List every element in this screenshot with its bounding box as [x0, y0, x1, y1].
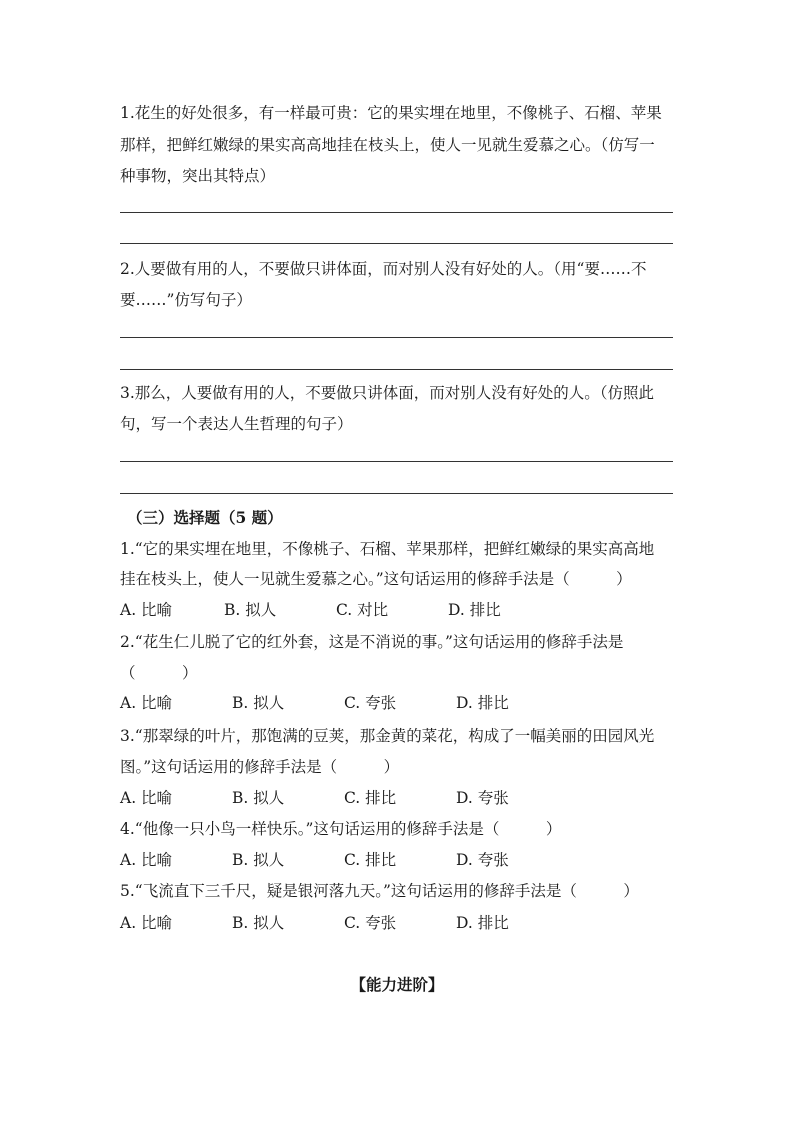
choice-q2-line-1: 2.“花生仁儿脱了它的红外套，这是不消说的事。”这句话运用的修辞手法是 [120, 633, 624, 651]
writing-q1-line-2: 那样，把鲜红嫩绿的果实高高地挂在枝头上，使人一见就生爱慕之心。（仿写一 [120, 136, 655, 154]
option-a[interactable]: A. 比喻 [120, 789, 173, 807]
answer-line [120, 461, 673, 462]
option-c[interactable]: C. 排比 [344, 789, 397, 807]
option-c[interactable]: C. 夸张 [344, 694, 397, 712]
option-c[interactable]: C. 夸张 [344, 914, 397, 932]
writing-q2-line-2: 要……”仿写句子） [120, 291, 252, 309]
choice-q4-line-1: 4.“他像一只小鸟一样快乐。”这句话运用的修辞手法是（ ） [120, 820, 562, 838]
writing-q2-line-1: 2.人要做有用的人，不要做只讲体面，而对别人没有好处的人。（用“要……不 [120, 260, 647, 278]
option-d[interactable]: D. 夸张 [456, 789, 509, 807]
choice-q1-line-2: 挂在枝头上，使人一见就生爱慕之心。”这句话运用的修辞手法是（ ） [120, 570, 632, 588]
ability-heading: 【能力进阶】 [350, 975, 444, 994]
writing-q3-line-2: 句，写一个表达人生哲理的句子） [120, 415, 353, 433]
option-a[interactable]: A. 比喻 [120, 694, 173, 712]
choice-q3-line-2: 图。”这句话运用的修辞手法是（ ） [120, 758, 400, 776]
option-d[interactable]: D. 夸张 [456, 851, 509, 869]
option-b[interactable]: B. 拟人 [232, 789, 285, 807]
answer-line [120, 337, 673, 338]
option-b[interactable]: B. 拟人 [232, 851, 285, 869]
option-a[interactable]: A. 比喻 [120, 601, 173, 619]
writing-q1-line-3: 种事物，突出其特点） [120, 167, 276, 185]
answer-line [120, 212, 673, 213]
choice-q5-line-1: 5.“飞流直下三千尺，疑是银河落九天。”这句话运用的修辞手法是（ ） [120, 882, 639, 900]
answer-line [120, 369, 673, 370]
choice-q2-line-2: （ ） [120, 664, 198, 682]
answer-line [120, 493, 673, 494]
option-b[interactable]: B. 拟人 [224, 601, 277, 619]
choice-q3-line-1: 3.“那翠绿的叶片，那饱满的豆荚，那金黄的菜花，构成了一幅美丽的田园风光 [120, 727, 655, 745]
writing-q1-line-1: 1.花生的好处很多，有一样最可贵：它的果实埋在地里，不像桃子、石榴、苹果 [120, 104, 662, 122]
section-heading: （三）选择题（5 题） [127, 508, 283, 527]
answer-line [120, 243, 673, 244]
option-c[interactable]: C. 排比 [344, 851, 397, 869]
option-c[interactable]: C. 对比 [336, 601, 389, 619]
option-a[interactable]: A. 比喻 [120, 851, 173, 869]
option-d[interactable]: D. 排比 [456, 694, 509, 712]
option-b[interactable]: B. 拟人 [232, 914, 285, 932]
choice-q1-line-1: 1.“它的果实埋在地里，不像桃子、石榴、苹果那样，把鲜红嫩绿的果实高高地 [120, 540, 655, 558]
option-a[interactable]: A. 比喻 [120, 914, 173, 932]
option-b[interactable]: B. 拟人 [232, 694, 285, 712]
option-d[interactable]: D. 排比 [456, 914, 509, 932]
writing-q3-line-1: 3.那么，人要做有用的人，不要做只讲体面，而对别人没有好处的人。（仿照此 [120, 384, 655, 402]
option-d[interactable]: D. 排比 [448, 601, 501, 619]
